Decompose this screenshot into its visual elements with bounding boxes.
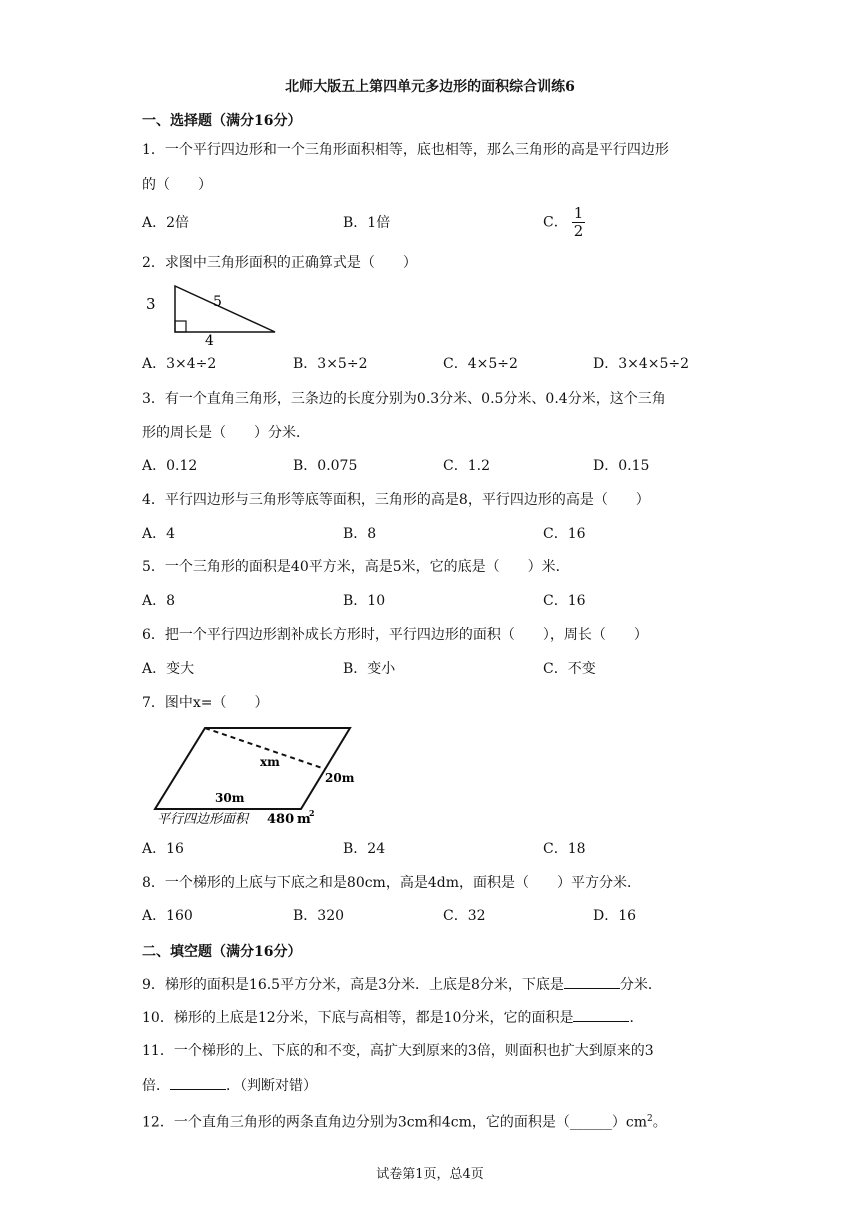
triangle-side-left-label: 3 <box>146 295 156 313</box>
q4-option-c: C．16 <box>543 526 586 542</box>
q8-option-a: A．160 <box>142 908 193 924</box>
q7-option-a: A．16 <box>142 841 184 857</box>
question-6-text: 6．把一个平行四边形割补成长方形时，平行四边形的面积（ ），周长（ ） <box>142 627 648 643</box>
question-4-text: 4．平行四边形与三角形等底等面积，三角形的高是8，平行四边形的高是（ ） <box>142 492 650 508</box>
question-5-text: 5．一个三角形的面积是40平方米，高是5米，它的底是（ ）米． <box>142 559 570 575</box>
section-choice-heading: 一、选择题（满分16分） <box>142 113 302 129</box>
parallelogram-caption: 平行四边形面积 <box>157 812 249 827</box>
answer-blank[interactable] <box>573 1007 629 1022</box>
q5-option-a: A．8 <box>142 593 176 609</box>
question-8-text: 8．一个梯形的上底与下底之和是80cm，高是4dm，面积是（ ）平方分米． <box>142 875 641 891</box>
parallelogram-area-value: 480 <box>267 812 295 827</box>
q6-option-a: A．变大 <box>142 661 195 677</box>
q3-option-d: D．0.15 <box>593 458 650 474</box>
q7-option-b: B．24 <box>343 841 386 857</box>
parallelogram-side-label: 20m <box>325 771 355 785</box>
question-2-text: 2．求图中三角形面积的正确算式是（ ） <box>142 255 417 271</box>
q6-option-c: C．不变 <box>543 661 596 677</box>
answer-blank[interactable]: ______ <box>569 1114 612 1131</box>
q1-option-b: B．1倍 <box>343 215 391 231</box>
parallelogram-shape <box>155 728 350 809</box>
q8-option-b: B．320 <box>293 908 345 924</box>
triangle-side-bottom-label: 4 <box>205 333 214 346</box>
question-11-line-1: 11．一个梯形的上、下底的和不变，高扩大到原来的3倍，则面积也扩大到原来的3 <box>142 1043 654 1059</box>
q5-option-c: C．16 <box>543 593 586 609</box>
question-3-line-1: 3．有一个直角三角形，三条边的长度分别为0.3分米、0.5分米、0.4分米，这个三角 <box>142 391 666 407</box>
q6-option-b: B．变小 <box>343 661 396 677</box>
q4-option-a: A．4 <box>142 526 176 542</box>
q1-option-a: A．2倍 <box>142 215 190 231</box>
question-1-line-1: 1．一个平行四边形和一个三角形面积相等，底也相等，那么三角形的高是平行四边形 <box>142 142 669 158</box>
parallelogram-area-unit: m <box>297 812 311 827</box>
right-triangle-figure <box>140 280 280 346</box>
triangle-hypotenuse-label: 5 <box>213 294 222 310</box>
page-footer: 试卷第1页，总4页 <box>376 1167 484 1182</box>
fraction: $\frac{1}{2}$ <box>573 204 584 240</box>
q2-option-c: C．4×5÷2 <box>443 356 518 372</box>
q3-option-c: C．1.2 <box>443 458 490 474</box>
q2-option-a: A．3×4÷2 <box>142 356 217 372</box>
question-10-text: 10．梯形的上底是12分米，下底与高相等，都是10分米，它的面积是 ． <box>142 1007 643 1028</box>
question-11-line-2: 倍． ．（判断对错） <box>142 1075 317 1096</box>
question-7-text: 7．图中x=（ ） <box>142 695 269 711</box>
q2-option-b: B．3×5÷2 <box>293 356 368 372</box>
page-title: 北师大版五上第四单元多边形的面积综合训练6 <box>285 79 575 95</box>
right-angle-mark <box>175 321 186 332</box>
q5-option-b: B．10 <box>343 593 386 609</box>
question-12-text: 12．一个直角三角形的两条直角边分别为3cm和4cm，它的面积是$(\_\_\_\_\_\_)cm^2$。 <box>142 1114 667 1131</box>
triangle-shape <box>175 286 275 332</box>
question-1-line-2: 的（ ） <box>142 177 212 193</box>
section-fill-heading: 二、填空题（满分16分） <box>142 944 302 960</box>
q8-option-d: D．16 <box>593 908 637 924</box>
parallelogram-diagonal-label: xm <box>260 755 280 769</box>
q1-option-c: C． $\frac{1}{2}$ <box>543 204 584 240</box>
q7-option-c: C．18 <box>543 841 586 857</box>
q8-option-c: C．32 <box>443 908 486 924</box>
answer-blank[interactable] <box>564 974 620 989</box>
parallelogram-base-label: 30m <box>215 791 245 805</box>
question-3-line-2: 形的周长是（ ）分米． <box>142 425 310 441</box>
q3-option-b: B．0.075 <box>293 458 358 474</box>
question-9-text: 9．梯形的面积是16.5平方分米，高是3分米．上底是8分米，下底是 分米． <box>142 974 662 995</box>
q3-option-a: A．0.12 <box>142 458 198 474</box>
answer-blank[interactable] <box>170 1075 226 1090</box>
parallelogram-area-unit-sup: 2 <box>309 808 315 818</box>
q4-option-b: B．8 <box>343 526 377 542</box>
parallelogram-figure <box>145 720 365 830</box>
q2-option-d: D．3×4×5÷2 <box>593 356 690 372</box>
